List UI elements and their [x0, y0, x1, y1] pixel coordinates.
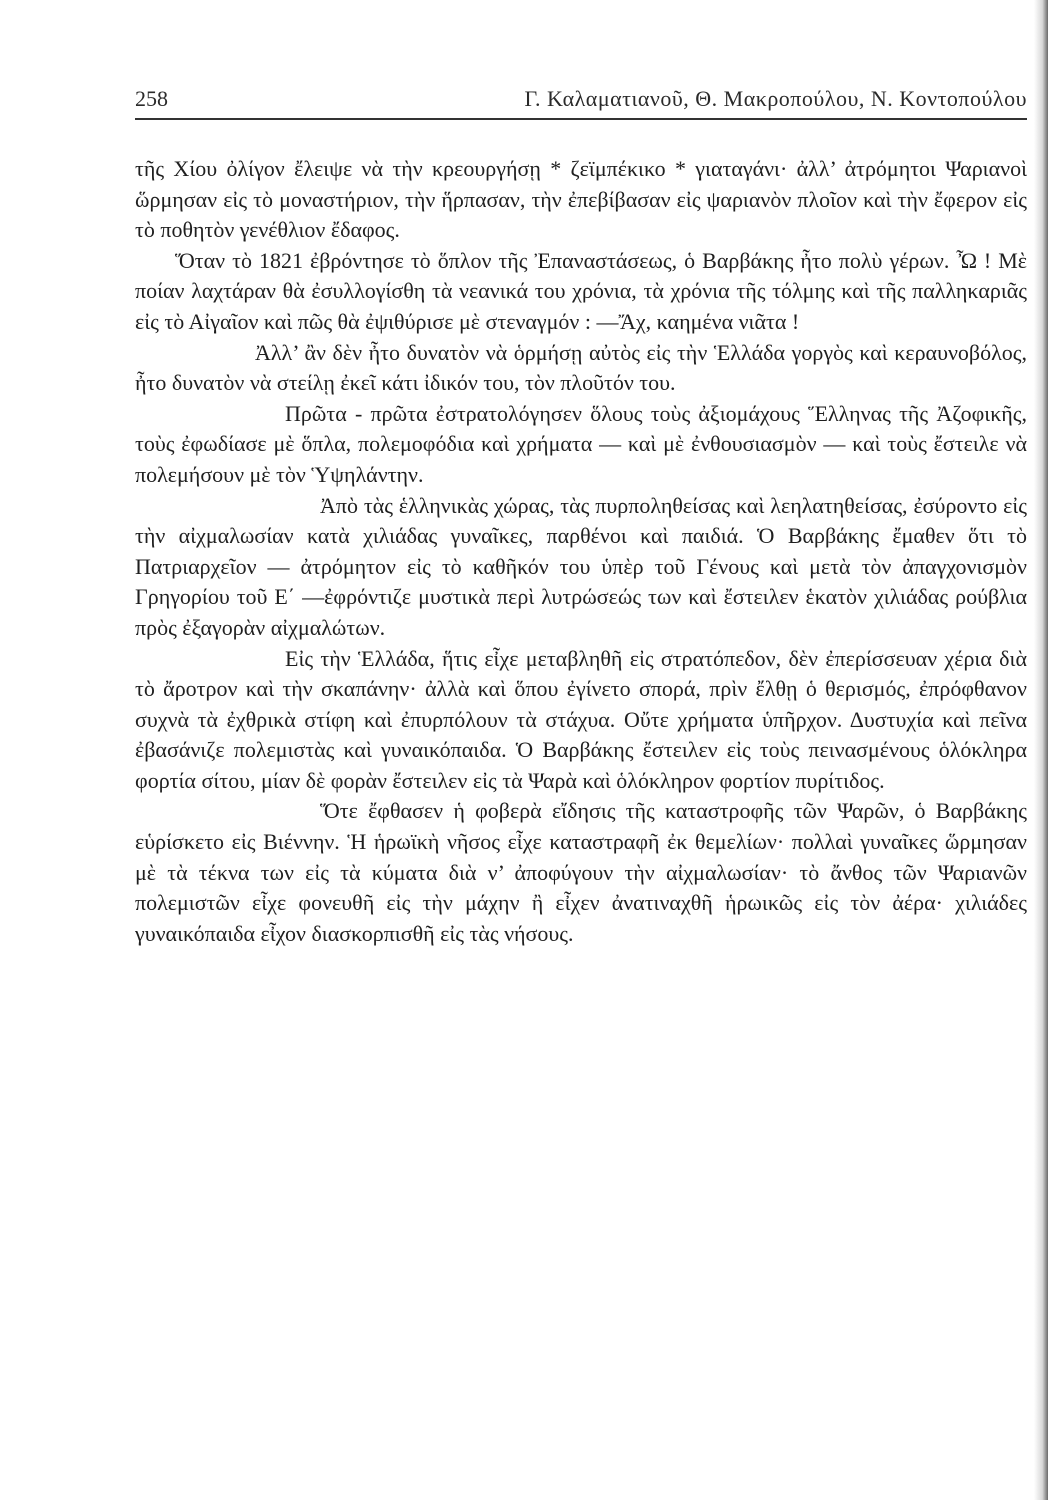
paragraph-3: Ἀλλ’ ἂν δὲν ἦτο δυνατὸν νὰ ὁρμήσῃ αὐτὸς εἰς τὴν Ἑλλάδα γοργὸς καὶ κεραυνοβόλος, ἦτο δυνατὸν νὰ στείλῃ ἐκεῖ κάτι ἰδικόν του, τὸν πλοῦτόν του. [135, 339, 1027, 396]
page-header [135, 80, 1027, 112]
paragraph-1: τῆς Χίου ὀλίγον ἔλειψε νὰ τὴν κρεουργήσῃ * ζεϊμπέκικο * γιαταγάνι· ἀλλ’ ἀτρόμητοι Ψαριανοὶ ὥρμησαν εἰς τὸ μοναστήριον, τὴν ἥρπασαν, τὴν ἐπεβίβασαν εἰς ψαριανὸν πλοῖον καὶ τὴν ἔφερον εἰς τὸ ποθητὸν γενέθλιον ἔδαφος. [135, 156, 1027, 243]
paragraph-4: Πρῶτα - πρῶτα ἐστρατολόγησεν ὅλους τοὺς ἀξιομάχους Ἕλληνας τῆς Ἀζοφικῆς, τοὺς ἐφωδίασε μὲ ὅπλα, πολεμοφόδια καὶ χρήματα — καὶ μὲ ἐνθουσιασμὸν — καὶ τοὺς ἔστειλε νὰ πολεμήσουν μὲ τὸν Ὑψηλάντην. [135, 400, 1027, 487]
header-rule [135, 118, 1027, 120]
body-text [135, 154, 1027, 949]
page-number: 258 [135, 86, 168, 111]
paragraph-7: Ὅτε ἔφθασεν ἡ φοβερὰ εἴδησις τῆς καταστροφῆς τῶν Ψαρῶν, ὁ Βαρβάκης εὑρίσκετο εἰς Βιέννην. Ἡ ἡρωϊκὴ νῆσος εἶχε καταστραφῆ ἐκ θεμελίων· πολλαὶ γυναῖκες ὥρμησαν μὲ τὰ τέκνα των εἰς τὰ κύματα διὰ ν’ ἀποφύγουν τὴν αἰχμαλωσίαν· τὸ ἄνθος τῶν Ψαριανῶν πολεμιστῶν εἶχε φονευθῆ εἰς τὴν μάχην ἢ εἶχεν ἀνατιναχθῆ ἡρωικῶς εἰς τὸν ἀέρα· χιλιάδες γυναικόπαιδα εἶχον διασκορπισθῆ εἰς τὰς νήσους. [135, 798, 1027, 946]
book-page [135, 80, 1027, 949]
running-head: Γ. Καλαματιανοῦ, Θ. Μακροπούλου, Ν. Κοντοπούλου [524, 86, 1027, 111]
page-edge-shadow [1034, 0, 1048, 1500]
paragraph-5: Ἀπὸ τὰς ἑλληνικὰς χώρας, τὰς πυρποληθείσας καὶ λεηλατηθείσας, ἐσύροντο εἰς τὴν αἰχμαλωσίαν κατὰ χιλιάδας γυναῖκες, παρθένοι καὶ παιδιά. Ὁ Βαρβάκης ἔμαθεν ὅτι τὸ Πατριαρχεῖον — ἀτρόμητον εἰς τὸ καθῆκόν του ὑπὲρ τοῦ Γένους καὶ μετὰ τὸν ἀπαγχονισμὸν Γρηγορίου τοῦ Ε΄ —ἐφρόντιζε μυστικὰ περὶ λυτρώσεώς των καὶ ἔστειλεν ἑκατὸν χιλιάδας ρούβλια πρὸς ἐξαγορὰν αἰχμαλώτων. [135, 492, 1027, 640]
paragraph-2: Ὅταν τὸ 1821 ἐβρόντησε τὸ ὅπλον τῆς Ἐπαναστάσεως, ὁ Βαρβάκης ἦτο πολὺ γέρων. Ὦ ! Μὲ ποίαν λαχτάραν θὰ ἐσυλλογίσθη τὰ νεανικά του χρόνια, τὰ χρόνια τῆς τόλμης καὶ τῆς παλληκαριᾶς εἰς τὸ Αἰγαῖον καὶ πῶς θὰ ἐψιθύρισε μὲ στεναγμόν : —Ἄχ, καημένα νιᾶτα ! [135, 247, 1027, 334]
paragraph-6: Εἰς τὴν Ἑλλάδα, ἥτις εἶχε μεταβληθῆ εἰς στρατόπεδον, δὲν ἐπερίσσευαν χέρια διὰ τὸ ἄροτρον καὶ τὴν σκαπάνην· ἀλλὰ καὶ ὅπου ἐγίνετο σπορά, πρὶν ἔλθῃ ὁ θερισμός, ἐπρόφθανον συχνὰ τὰ ἐχθρικὰ στίφη καὶ ἐπυρπόλουν τὰ στάχυα. Οὔτε χρήματα ὑπῆρχον. Δυστυχία καὶ πεῖνα ἐβασάνιζε πολεμιστὰς καὶ γυναικόπαιδα. Ὁ Βαρβάκης ἔστειλεν εἰς τοὺς πεινασμένους ὁλόκληρα φορτία σίτου, μίαν δὲ φορὰν ἔστειλεν εἰς τὰ Ψαρὰ καὶ ὁλόκληρον φορτίον πυρίτιδος. [135, 645, 1027, 793]
